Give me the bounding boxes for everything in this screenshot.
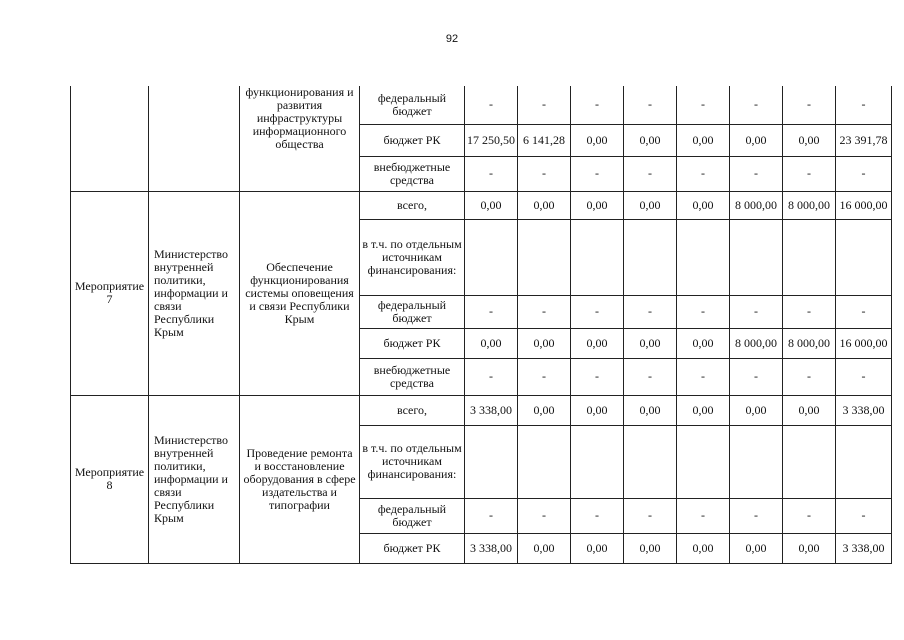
value-cell: 0,00 <box>571 191 624 219</box>
value-cell: - <box>783 295 836 328</box>
value-cell <box>571 425 624 498</box>
value-cell: 8 000,00 <box>783 328 836 358</box>
value-cell: 0,00 <box>518 533 571 563</box>
value-cell: - <box>730 295 783 328</box>
value-cell: 8 000,00 <box>730 191 783 219</box>
value-cell: - <box>730 358 783 395</box>
value-cell: 17 250,50 <box>465 124 518 156</box>
row-label: федеральный бюджет <box>360 86 465 124</box>
measure-executor: Министерство внутренней политики, информации и связи Республики Крым <box>149 191 240 395</box>
value-cell: 0,00 <box>624 533 677 563</box>
row-label: всего, <box>360 191 465 219</box>
value-cell: - <box>836 86 892 124</box>
value-cell: 8 000,00 <box>783 191 836 219</box>
value-cell: 0,00 <box>783 124 836 156</box>
value-cell <box>836 425 892 498</box>
value-cell: - <box>783 498 836 533</box>
value-cell: - <box>677 156 730 191</box>
value-cell: - <box>624 295 677 328</box>
value-cell: - <box>518 295 571 328</box>
top-block <box>71 86 892 191</box>
value-cell: - <box>783 358 836 395</box>
measure-8-block <box>71 395 892 563</box>
measure-7-block <box>71 191 892 395</box>
value-cell: - <box>783 86 836 124</box>
value-cell: 0,00 <box>783 395 836 425</box>
value-cell <box>677 219 730 295</box>
value-cell: - <box>518 86 571 124</box>
value-cell <box>518 425 571 498</box>
value-cell: 0,00 <box>677 124 730 156</box>
value-cell <box>730 219 783 295</box>
value-cell <box>571 219 624 295</box>
value-cell: 8 000,00 <box>730 328 783 358</box>
value-cell: 0,00 <box>783 533 836 563</box>
value-cell: - <box>465 358 518 395</box>
value-cell: 0,00 <box>465 328 518 358</box>
table-row <box>71 191 892 219</box>
value-cell <box>624 425 677 498</box>
value-cell: 0,00 <box>730 395 783 425</box>
value-cell <box>624 219 677 295</box>
value-cell: - <box>677 86 730 124</box>
value-cell: - <box>571 156 624 191</box>
value-cell: - <box>571 86 624 124</box>
measure-name: Обеспечение функционирования системы оповещения и связи Республики Крым <box>240 191 360 395</box>
value-cell: 3 338,00 <box>465 533 518 563</box>
value-cell: 0,00 <box>730 533 783 563</box>
value-cell: 0,00 <box>730 124 783 156</box>
row-label: федеральный бюджет <box>360 295 465 328</box>
value-cell: - <box>518 498 571 533</box>
value-cell: 16 000,00 <box>836 191 892 219</box>
value-cell: 16 000,00 <box>836 328 892 358</box>
measure-label: Мероприятие 8 <box>71 395 149 563</box>
row-label: всего, <box>360 395 465 425</box>
value-cell: 3 338,00 <box>836 533 892 563</box>
value-cell: - <box>465 156 518 191</box>
value-cell: 0,00 <box>624 328 677 358</box>
value-cell: 0,00 <box>518 191 571 219</box>
value-cell <box>783 219 836 295</box>
value-cell: 23 391,78 <box>836 124 892 156</box>
row-label: в т.ч. по отдельным источникам финансирования: <box>360 219 465 295</box>
value-cell: 3 338,00 <box>465 395 518 425</box>
row-label: бюджет РК <box>360 533 465 563</box>
value-cell: - <box>677 295 730 328</box>
value-cell: 0,00 <box>571 533 624 563</box>
value-cell: - <box>836 498 892 533</box>
value-cell: 0,00 <box>571 328 624 358</box>
value-cell: - <box>624 358 677 395</box>
row-label: бюджет РК <box>360 124 465 156</box>
value-cell: 0,00 <box>677 191 730 219</box>
value-cell: - <box>624 86 677 124</box>
row-label: внебюджетные средства <box>360 156 465 191</box>
measure-executor: Министерство внутренней политики, информации и связи Республики Крым <box>149 395 240 563</box>
top-name-cell: функционирования и развития инфраструктуры информационного общества <box>240 86 360 191</box>
value-cell: - <box>677 358 730 395</box>
value-cell <box>518 219 571 295</box>
value-cell <box>677 425 730 498</box>
value-cell: - <box>465 498 518 533</box>
value-cell: 0,00 <box>677 533 730 563</box>
value-cell: 3 338,00 <box>836 395 892 425</box>
row-label: бюджет РК <box>360 328 465 358</box>
value-cell: - <box>836 156 892 191</box>
value-cell <box>836 219 892 295</box>
value-cell: 0,00 <box>465 191 518 219</box>
value-cell: - <box>465 295 518 328</box>
value-cell: - <box>518 156 571 191</box>
value-cell <box>783 425 836 498</box>
table-row <box>71 86 892 124</box>
value-cell <box>465 425 518 498</box>
value-cell: - <box>624 156 677 191</box>
value-cell: 0,00 <box>518 328 571 358</box>
top-executor-cell <box>149 86 240 191</box>
value-cell: 0,00 <box>571 395 624 425</box>
value-cell: 0,00 <box>677 328 730 358</box>
row-label: внебюджетные средства <box>360 358 465 395</box>
value-cell: - <box>518 358 571 395</box>
value-cell <box>730 425 783 498</box>
row-label: федеральный бюджет <box>360 498 465 533</box>
budget-table <box>70 86 892 564</box>
value-cell: 0,00 <box>571 124 624 156</box>
value-cell: - <box>624 498 677 533</box>
value-cell: - <box>677 498 730 533</box>
value-cell: - <box>571 498 624 533</box>
table-row <box>71 395 892 425</box>
measure-name: Проведение ремонта и восстановление оборудования в сфере издательства и типографии <box>240 395 360 563</box>
value-cell: 0,00 <box>677 395 730 425</box>
value-cell: - <box>571 358 624 395</box>
page-number: 92 <box>445 33 459 45</box>
value-cell: - <box>730 498 783 533</box>
value-cell: 0,00 <box>624 395 677 425</box>
measure-label: Мероприятие 7 <box>71 191 149 395</box>
value-cell: - <box>836 358 892 395</box>
value-cell <box>465 219 518 295</box>
value-cell: - <box>836 295 892 328</box>
value-cell: - <box>783 156 836 191</box>
value-cell: - <box>465 86 518 124</box>
row-label: в т.ч. по отдельным источникам финансирования: <box>360 425 465 498</box>
value-cell: 0,00 <box>518 395 571 425</box>
value-cell: - <box>571 295 624 328</box>
value-cell: 6 141,28 <box>518 124 571 156</box>
value-cell: 0,00 <box>624 124 677 156</box>
value-cell: 0,00 <box>624 191 677 219</box>
value-cell: - <box>730 86 783 124</box>
top-label-cell <box>71 86 149 191</box>
value-cell: - <box>730 156 783 191</box>
